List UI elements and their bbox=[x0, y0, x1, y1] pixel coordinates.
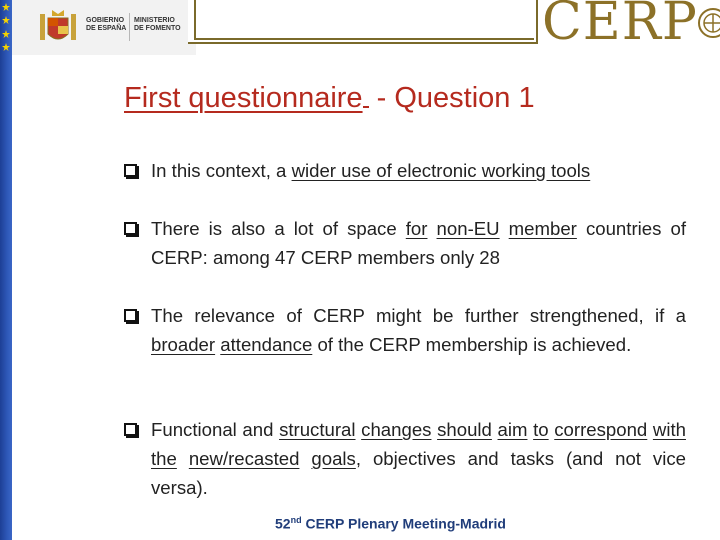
underlined-phrase: member bbox=[508, 218, 577, 239]
logo-divider bbox=[129, 13, 130, 41]
underlined-phrase: broader bbox=[151, 334, 216, 355]
text-run bbox=[299, 448, 311, 469]
text-run: The relevance of CERP might be further strengthened, if a bbox=[151, 305, 686, 326]
bullet-text bbox=[151, 214, 686, 272]
bullet-text bbox=[151, 415, 686, 502]
text-run: countries of CERP: among 47 CERP members only 28 bbox=[151, 218, 686, 268]
underlined-phrase: attendance bbox=[220, 334, 313, 355]
underlined-phrase: new/recasted bbox=[188, 448, 300, 469]
text-run: In this context, a bbox=[151, 160, 292, 181]
underlined-phrase: aim bbox=[497, 419, 528, 440]
underlined-phrase: to bbox=[533, 419, 549, 440]
header-band bbox=[12, 0, 720, 55]
slide-footer bbox=[275, 515, 506, 532]
checkbox-bullet-icon bbox=[124, 309, 137, 322]
underlined-phrase: correspond bbox=[554, 419, 648, 440]
checkbox-bullet-icon bbox=[124, 164, 137, 177]
ministry-label bbox=[134, 17, 181, 33]
bullet-4 bbox=[124, 415, 686, 502]
checkbox-bullet-icon bbox=[124, 423, 137, 436]
government-logo bbox=[12, 0, 196, 55]
bullet-text bbox=[151, 156, 686, 185]
checkbox-bullet-icon bbox=[124, 222, 137, 235]
eu-flag-strip bbox=[0, 0, 12, 540]
cerp-emblem-icon bbox=[696, 6, 720, 40]
title-rest: - Question 1 bbox=[368, 82, 535, 114]
bullet-3 bbox=[124, 301, 686, 359]
underlined-phrase: goals bbox=[311, 448, 356, 469]
underlined-phrase: wider use of electronic working tools bbox=[291, 160, 591, 181]
cerp-logo: CERP bbox=[542, 0, 698, 52]
slide-title bbox=[124, 80, 535, 116]
eu-stars-icon bbox=[1, 0, 11, 55]
underlined-phrase: changes bbox=[361, 419, 432, 440]
underlined-phrase: with bbox=[652, 419, 686, 440]
ministry-line-1: MINISTERIO bbox=[134, 17, 175, 24]
footer-suffix: nd bbox=[290, 515, 302, 525]
footer-text: CERP Plenary Meeting-Madrid bbox=[301, 515, 506, 532]
underlined-phrase: for bbox=[405, 218, 428, 239]
text-run: There is also a lot of space bbox=[151, 218, 406, 239]
text-run: Functional and bbox=[151, 419, 280, 440]
bullet-2 bbox=[124, 214, 686, 272]
text-run bbox=[427, 218, 436, 239]
underlined-phrase: the bbox=[151, 448, 177, 469]
header-frame bbox=[188, 0, 538, 44]
government-line-1: GOBIERNO bbox=[86, 17, 125, 24]
text-run: , objectives and tasks (and not vice versa). bbox=[151, 448, 686, 498]
government-label bbox=[86, 17, 126, 33]
government-line-2: DE ESPAÑA bbox=[86, 25, 127, 32]
coat-of-arms-icon bbox=[36, 8, 80, 48]
bullet-1 bbox=[124, 156, 686, 185]
underlined-phrase: structural bbox=[279, 419, 356, 440]
text-run bbox=[177, 448, 189, 469]
text-run: of the CERP membership is achieved. bbox=[312, 334, 632, 355]
title-underlined: First questionnaire bbox=[124, 82, 363, 114]
underlined-phrase: non-EU bbox=[436, 218, 500, 239]
text-run bbox=[500, 218, 509, 239]
ministry-line-2: DE FOMENTO bbox=[134, 25, 181, 32]
underlined-phrase: should bbox=[437, 419, 492, 440]
footer-number: 52 bbox=[275, 515, 291, 532]
bullet-text bbox=[151, 301, 686, 359]
